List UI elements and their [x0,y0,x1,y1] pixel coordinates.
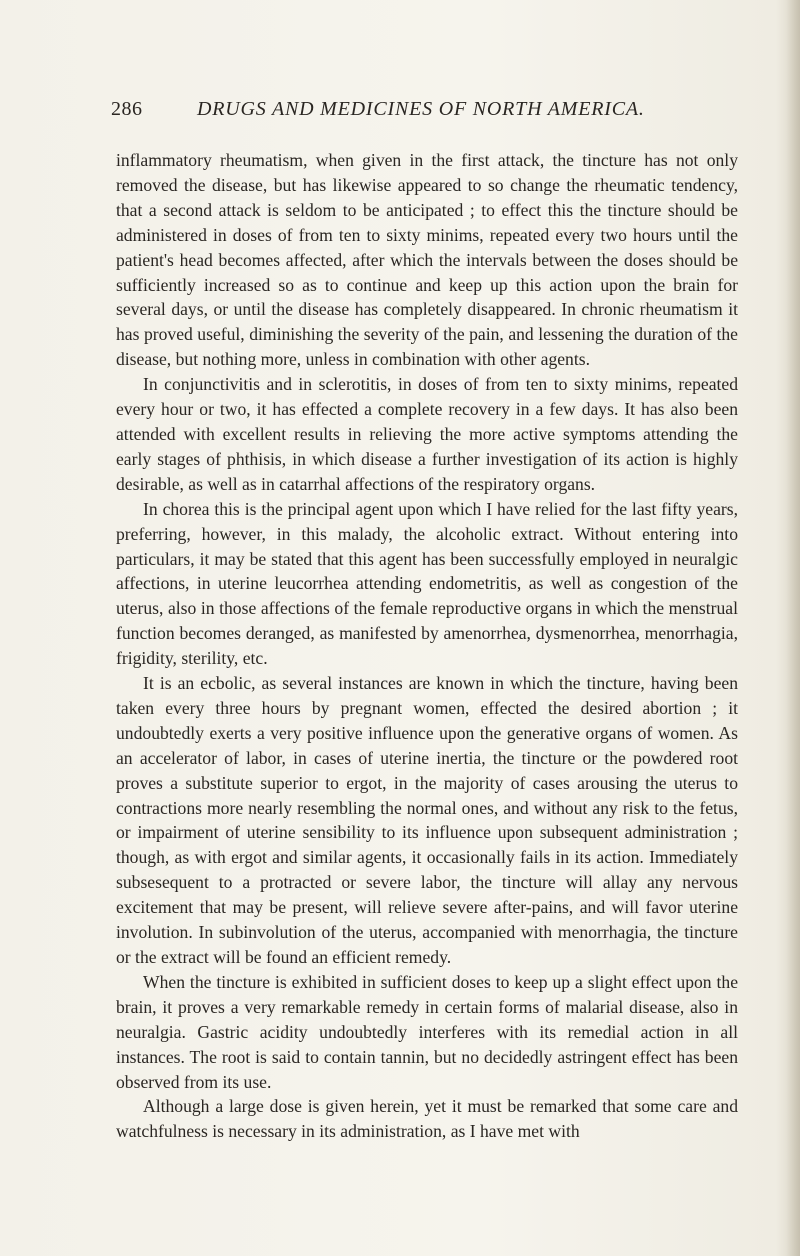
paragraph-continued: inflammatory rheumatism, when given in the first attack, the tincture has not only removed the disease, but has likewise appeared to so change the rheumatic tendency, that a second attack is seldom to be anticipated ; to effect this the tincture should be administered in doses of from ten to sixty minims, repeated every two hours until the patient's head becomes affected, after which the intervals between the doses should be sufficiently increased so as to continue and keep up this action upon the brain for several days, or until the disease has completely disappeared. In chronic rheumatism it has proved useful, diminishing the severity of the pain, and lessening the duration of the disease, but nothing more, unless in combination with other agents. [116,150,738,370]
page-edge-shadow [786,0,800,1256]
page-header [111,98,711,128]
running-head: DRUGS AND MEDICINES OF NORTH AMERICA. [197,98,645,120]
paragraph-caution: Although a large dose is given herein, yet it must be remarked that some care and watchfulness is necessary in its administration, as I have met with [116,1096,738,1142]
paragraph-ecbolic: It is an ecbolic, as several instances are known in which the tincture, having been taken every three hours by pregnant women, effected the desired abortion ; it undoubtedly exerts a very positive influence upon the generative organs of women. As an accelerator of labor, in cases of uterine inertia, the tincture or the powdered root proves a substitute superior to ergot, in the majority of cases arousing the uterus to contractions more nearly resembling the normal ones, and without any risk to the fetus, or impairment of uterine sensibility to its influence upon subsequent administration ; though, as with ergot and similar agents, it occasionally fails in its action. Immediately subsesequent to a protracted or severe labor, the tincture will allay any nervous excitement that may be present, will relieve severe after-pains, and will favor uterine involution. In subinvolution of the uterus, accompanied with menorrhagia, the tincture or the extract will be found an efficient remedy. [116,673,738,967]
page-number: 286 [111,98,143,120]
body-text [116,148,738,1144]
paragraph-malarial: When the tincture is exhibited in sufficient doses to keep up a slight effect upon the brain, it proves a very remarkable remedy in certain forms of malarial disease, also in neuralgia. Gastric acidity undoubtedly interferes with its remedial action in all instances. The root is said to contain tannin, but no decidedly astringent effect has been observed from its use. [116,971,738,1092]
paragraph-chorea: In chorea this is the principal agent upon which I have relied for the last fifty years, preferring, however, in this malady, the alcoholic extract. Without entering into particulars, it may be stated that this agent has been successfully employed in neuralgic affections, in uterine leucorrhea attending endometritis, as well as congestion of the uterus, also in those affections of the female reproductive organs in which the menstrual function becomes deranged, as manifested by amenorrhea, dysmenorrhea, menorrhagia, frigidity, sterility, etc. [116,498,738,669]
paragraph-conjunctivitis: In conjunctivitis and in sclerotitis, in doses of from ten to sixty minims, repeated every hour or two, it has effected a complete recovery in a few days. It has also been attended with excellent results in relieving the more active symptoms attending the early stages of phthisis, in which disease a further investigation of its action is highly desirable, as well as in catarrhal affections of the respiratory organs. [116,374,738,494]
